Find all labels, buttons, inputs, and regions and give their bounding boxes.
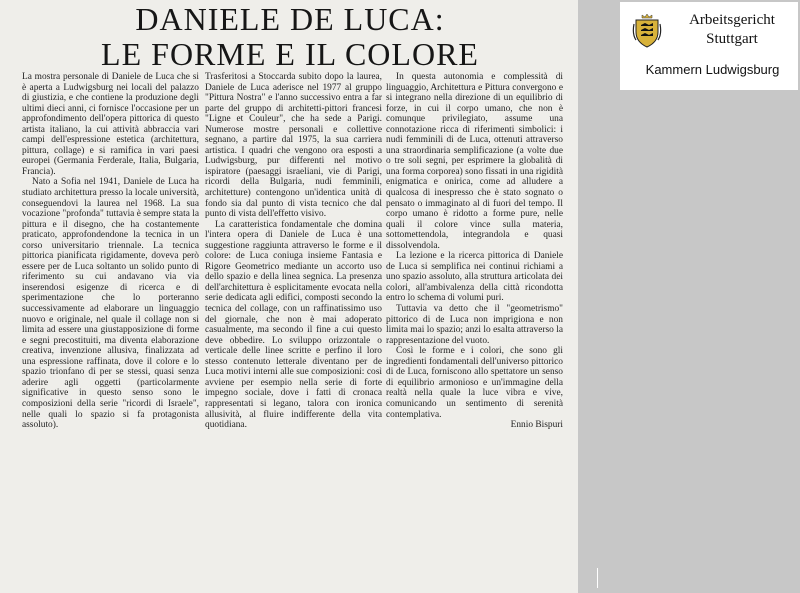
paragraph: La mostra personale di Daniele de Luca che si è aperta a Ludwigsburg nei locali del palazzo di giustizia, e che contiene la produzione degli ultimi dieci anni, ci fornisce l'occasione per un approfondimento dell'opera pittorica di questo artista italiano, la cui attività abbraccia vari campi dell'espressione estetica (architettura, pittura, collage) e si ramifica in vari paesi europei (Germania Ferderale, Italia, Bulgaria, Francia). [22, 72, 199, 177]
margin-mark [597, 568, 598, 588]
paragraph: In questa autonomia e complessità di linguaggio, Architettura e Pittura convergono e si integrano nella direzione di un equilibrio di forze, in cui il corpo umano, che non è comunque privilegiato, assume una connotazione ricca di riferimenti simbolici: i nudi femminili di de Luca, ottenuti attraverso una straordinaria semplificazione (a volte due o tre soli segni, per esprimere la globalità di una forma corporea) sono fissati in una rigidità enigmatica e onirica, come ad alludere a qualcosa di inespresso che è stato sognato o pensato o immaginato al di fuori del tempo. Il corpo umano è ridotto a forme pure, nelle quali il colore vince sulla materia, sottomettendola, integrandola e quasi dissolvendola. [386, 72, 563, 251]
paragraph: Così le forme e i colori, che sono gli ingredienti fondamentali dell'universo pittorico di de Luca, forniscono allo spettatore un senso di equilibrio armonioso e un'immagine della realtà nella quale la luce vibra e vive, comunicando un sentimento di serenità contemplativa. [386, 346, 563, 420]
headline-line-1: DANIELE DE LUCA: [135, 1, 445, 37]
article-column-2 [205, 72, 382, 431]
headline-line-2: LE FORME E IL COLORE [101, 36, 479, 72]
author-signature: Ennio Bispuri [510, 420, 563, 431]
paragraph: Trasferitosi a Stoccarda subito dopo la laurea, Daniele de Luca aderisce nel 1977 al gruppo "Pittura Nostra" e l'anno successivo entra a far parte del gruppo di architetti-pittori francesi "Ligne et Couleur", che ha sede a Parigi. Numerose mostre personali e collettive segnano, a partire dal 1975, la sua carriera artistica. I quadri che vengono ora esposti a Ludwigsburg, pur differenti nel motivo ispiratore (paesaggi israeliani, vie di Parigi, ricordi della Bulgaria, nudi femminili, architetture) contengono un'identica unità di fondo sia dal punto di vista tecnico che dal punto di vista dell'effetto visivo. [205, 72, 382, 220]
court-city: Stuttgart [706, 31, 758, 47]
article-headline [40, 2, 540, 72]
article-column-1 [22, 72, 199, 431]
court-name: Arbeitsgericht [689, 12, 775, 28]
paragraph: La caratteristica fondamentale che domina l'intera opera di Daniele de Luca è una suggestione raggiunta attraverso le forme e il colore: de Luca coniuga insieme Fantasia e Rigore Geometrico mediante un accorto uso dello spazio e della linea segnica. La presenza dell'architettura è esplicitamente evocata nella serie dedicata agli edifici, composti secondo la tecnica del collage, con un raffinatissimo uso del giornale, che non è mai adoperato casualmente, ma secondo il fine a cui questo deve obbedire. Lo sviluppo orizzontale o verticale delle linee scritte e perfino il loro stesso contenuto letterale diventano per de Luca motivi interni alle sue composizioni: così avviene per esempio nella serie di forte impegno sociale, dove i fatti di cronaca rappresentati si legano, talora con ironica allusività, al fluire indifferente della vita quotidiana. [205, 219, 382, 431]
paragraph: Nato a Sofia nel 1941, Daniele de Luca ha studiato architettura presso la locale università, conseguendovi la laurea nel 1968. La sua vocazione "profonda" tuttavia è sempre stata la pittura e il disegno, che ha costantemente praticato, approfondendone la tecnica in un corso universitario triennale. La tecnica pittorica pianificata rigidamente, doveva però essere per de Luca soltanto un solido punto di riferimento su cui andavano via via inserendosi esigenze di ricerca e di sperimentazione che lo porteranno successivamente ad elaborare un linguaggio nuovo e originale, nel quale il collage non si limita ad essere una giustapposizione di forme e segni precostituiti, ma diventa elaborazione creativa, invenzione allusiva, finalizzata ad una espressione raffinata, dove il colore e lo spazio trionfano di per se stessi, quasi senza aderire agli oggetti (particolarmente significative in questo senso sono le composizioni della serie "ricordi di Israele", nelle quali lo spazio si fa protagonista assoluto). [22, 177, 199, 431]
article-column-3 [386, 72, 563, 431]
paragraph: Tuttavia va detto che il "geometrismo" pittorico di de Luca non imprigiona e non limita mai lo spazio; anzi lo esalta attraverso la rappresentazione del vuoto. [386, 304, 563, 346]
court-chamber: Kammern Ludwigsburg [645, 62, 780, 77]
baden-wuerttemberg-coat-of-arms-icon [632, 12, 662, 50]
paragraph: La lezione e la ricerca pittorica di Daniele de Luca si semplifica nei continui richiami a uno spazio assoluto, alla struttura articolata dei colori, all'ambivalenza della città ricondotta entro lo schema di volumi puri. [386, 251, 563, 304]
